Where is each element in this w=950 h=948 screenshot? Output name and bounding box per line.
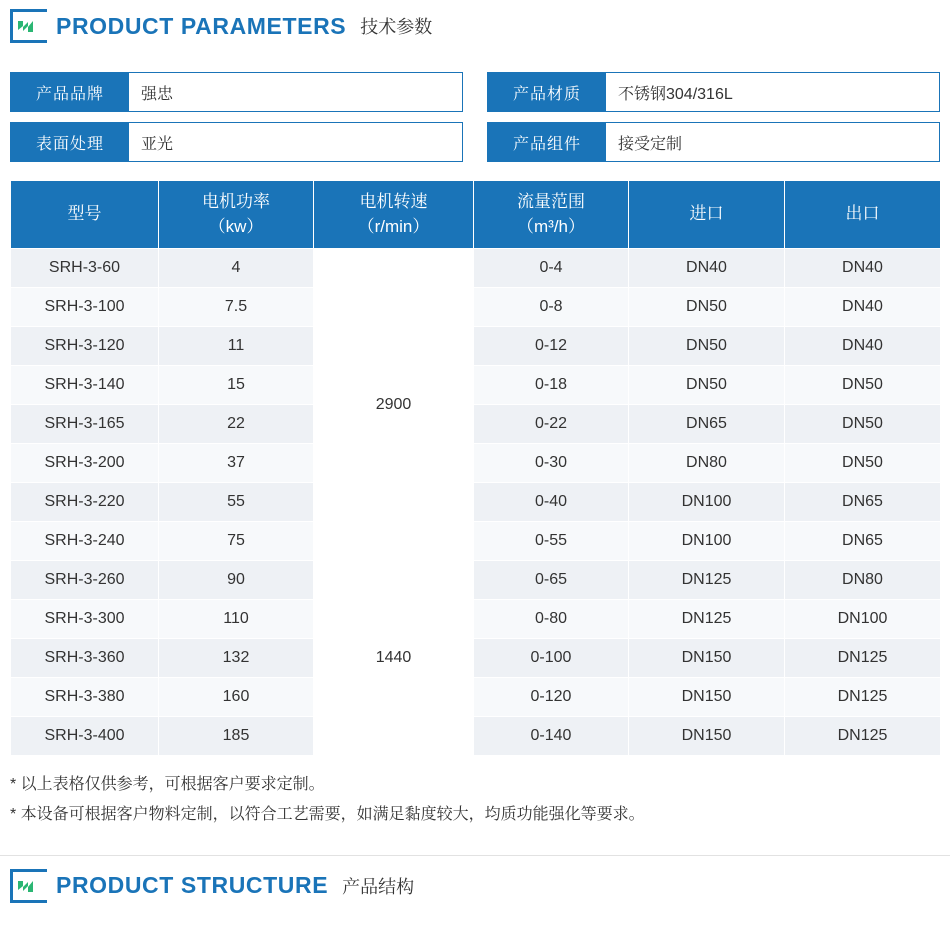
cell-flow: 0-80 — [474, 600, 629, 639]
table-row — [11, 600, 941, 639]
brand-bracket-arrow-icon — [10, 9, 44, 43]
cell-inlet: DN125 — [629, 561, 785, 600]
parameter-table — [10, 180, 941, 756]
note-line: * 以上表格仅供参考，可根据客户要求定制。 — [10, 776, 325, 793]
cell-flow: 0-8 — [474, 288, 629, 327]
cell-inlet: DN50 — [629, 288, 785, 327]
table-row — [11, 249, 941, 288]
table-row — [11, 288, 941, 327]
cell-inlet: DN80 — [629, 444, 785, 483]
cell-power: 132 — [159, 639, 314, 678]
column-header-flow — [474, 181, 629, 249]
section-title-cn: 技术参数 — [360, 17, 433, 37]
cell-outlet: DN125 — [785, 717, 941, 756]
cell-outlet: DN125 — [785, 639, 941, 678]
cell-outlet: DN50 — [785, 366, 941, 405]
cell-model: SRH-3-380 — [11, 678, 159, 717]
spec-cell-material — [487, 72, 940, 112]
cell-flow: 0-22 — [474, 405, 629, 444]
cell-model: SRH-3-60 — [11, 249, 159, 288]
parameter-table-wrap — [10, 180, 940, 756]
table-row — [11, 405, 941, 444]
column-header-outlet — [785, 181, 941, 249]
cell-outlet: DN50 — [785, 405, 941, 444]
cell-outlet: DN40 — [785, 288, 941, 327]
column-header-rpm-line1: 电机转速 — [359, 191, 428, 211]
cell-inlet: DN100 — [629, 522, 785, 561]
table-body — [11, 249, 941, 756]
column-header-inlet-line1: 进口 — [689, 204, 724, 224]
column-header-power — [159, 181, 314, 249]
cell-outlet: DN125 — [785, 678, 941, 717]
column-header-rpm-line2: （r/min） — [357, 216, 430, 236]
cell-model: SRH-3-140 — [11, 366, 159, 405]
section-header-parameters — [0, 0, 950, 52]
cell-power: 185 — [159, 717, 314, 756]
spec-value-brand: 强忠 — [129, 73, 462, 111]
cell-inlet: DN65 — [629, 405, 785, 444]
column-header-flow-line1: 流量范围 — [517, 191, 585, 211]
cell-flow: 0-140 — [474, 717, 629, 756]
column-header-power-line1: 电机功率 — [202, 191, 270, 211]
cell-flow: 0-40 — [474, 483, 629, 522]
cell-flow: 0-100 — [474, 639, 629, 678]
cell-model: SRH-3-240 — [11, 522, 159, 561]
table-row — [11, 561, 941, 600]
cell-outlet: DN40 — [785, 327, 941, 366]
column-header-inlet — [629, 181, 785, 249]
table-row — [11, 522, 941, 561]
cell-power: 7.5 — [159, 288, 314, 327]
cell-power: 55 — [159, 483, 314, 522]
cell-power: 160 — [159, 678, 314, 717]
table-header-row — [11, 181, 941, 249]
cell-outlet: DN80 — [785, 561, 941, 600]
cell-flow: 0-30 — [474, 444, 629, 483]
cell-power: 15 — [159, 366, 314, 405]
section-title-cn: 产品结构 — [342, 876, 415, 897]
cell-model: SRH-3-360 — [11, 639, 159, 678]
cell-power: 90 — [159, 561, 314, 600]
column-header-model — [11, 181, 159, 249]
spec-cell-brand — [10, 72, 463, 112]
cell-model: SRH-3-260 — [11, 561, 159, 600]
spec-value-surface-treatment: 亚光 — [129, 123, 462, 161]
cell-model: SRH-3-200 — [11, 444, 159, 483]
table-row — [11, 444, 941, 483]
cell-inlet: DN50 — [629, 327, 785, 366]
column-header-model-line1: 型号 — [67, 204, 102, 224]
cell-rpm: 2900 — [314, 249, 474, 561]
table-row — [11, 366, 941, 405]
cell-model: SRH-3-100 — [11, 288, 159, 327]
cell-power: 22 — [159, 405, 314, 444]
spec-label-material: 产品材质 — [488, 73, 606, 111]
cell-outlet: DN40 — [785, 249, 941, 288]
notes-block — [10, 770, 940, 829]
cell-inlet: DN150 — [629, 717, 785, 756]
column-header-power-line2: （kw） — [208, 216, 264, 236]
cell-model: SRH-3-120 — [11, 327, 159, 366]
table-row — [11, 639, 941, 678]
spec-cell-components — [487, 122, 940, 162]
spec-label-components: 产品组件 — [488, 123, 606, 161]
spec-label-surface-treatment: 表面处理 — [11, 123, 129, 161]
cell-inlet: DN150 — [629, 678, 785, 717]
cell-flow: 0-120 — [474, 678, 629, 717]
cell-inlet: DN150 — [629, 639, 785, 678]
cell-inlet: DN40 — [629, 249, 785, 288]
spec-value-material: 不锈钢304/316L — [606, 73, 939, 111]
brand-bracket-arrow-icon — [10, 869, 44, 903]
spec-row — [10, 122, 940, 162]
cell-flow: 0-4 — [474, 249, 629, 288]
cell-model: SRH-3-400 — [11, 717, 159, 756]
spec-cell-surface-treatment — [10, 122, 463, 162]
cell-power: 11 — [159, 327, 314, 366]
column-header-outlet-line1: 出口 — [845, 204, 880, 224]
spec-row — [10, 72, 940, 112]
column-header-flow-line2: （m³/h） — [517, 216, 585, 236]
spec-value-components: 接受定制 — [606, 123, 939, 161]
column-header-rpm — [314, 181, 474, 249]
cell-power: 75 — [159, 522, 314, 561]
note-line: * 本设备可根据客户物料定制，以符合工艺需要，如满足黏度较大，均质功能强化等要求。 — [10, 805, 645, 823]
section-title-en: PRODUCT STRUCTURE — [56, 872, 329, 899]
spec-grid — [10, 72, 940, 162]
cell-flow: 0-12 — [474, 327, 629, 366]
cell-outlet: DN50 — [785, 444, 941, 483]
cell-flow: 0-55 — [474, 522, 629, 561]
cell-inlet: DN100 — [629, 483, 785, 522]
cell-model: SRH-3-300 — [11, 600, 159, 639]
cell-inlet: DN125 — [629, 600, 785, 639]
cell-inlet: DN50 — [629, 366, 785, 405]
cell-power: 4 — [159, 249, 314, 288]
cell-rpm: 1440 — [314, 561, 474, 756]
table-row — [11, 483, 941, 522]
cell-flow: 0-65 — [474, 561, 629, 600]
spec-label-brand: 产品品牌 — [11, 73, 129, 111]
cell-model: SRH-3-165 — [11, 405, 159, 444]
cell-power: 37 — [159, 444, 314, 483]
cell-outlet: DN65 — [785, 483, 941, 522]
section-title-en: PRODUCT PARAMETERS — [56, 12, 347, 39]
cell-flow: 0-18 — [474, 366, 629, 405]
cell-model: SRH-3-220 — [11, 483, 159, 522]
cell-outlet: DN65 — [785, 522, 941, 561]
table-row — [11, 678, 941, 717]
table-row — [11, 327, 941, 366]
table-row — [11, 717, 941, 756]
cell-power: 110 — [159, 600, 314, 639]
section-header-structure — [0, 855, 950, 907]
cell-outlet: DN100 — [785, 600, 941, 639]
